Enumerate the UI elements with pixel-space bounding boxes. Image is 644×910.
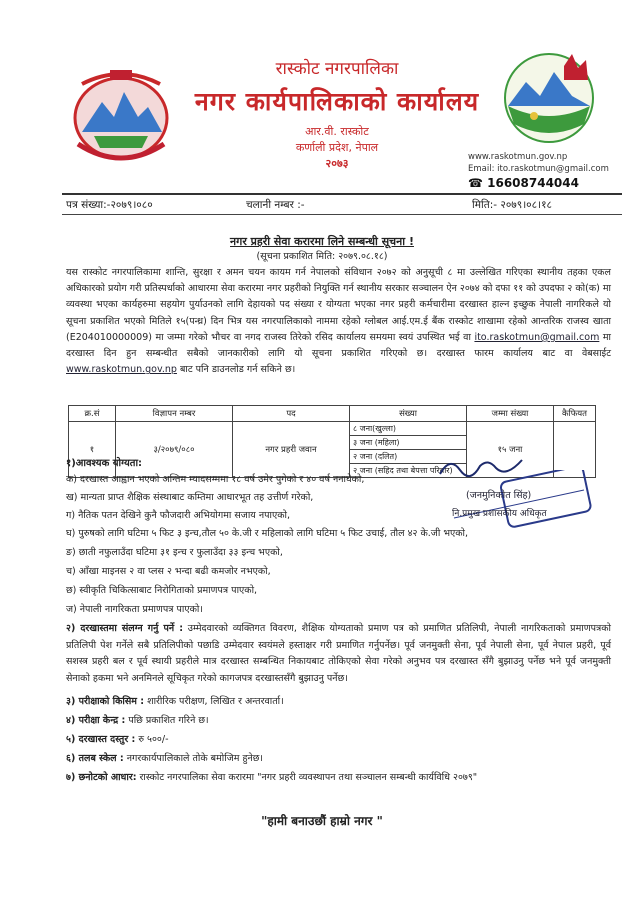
section-exam-type-label: ३) परीक्षाको किसिम : [66, 696, 145, 707]
signatory-name: (जनमुनिकोत सिंह) [466, 490, 532, 501]
section-exam-center-label: ४) परीक्षा केन्द्र : [66, 715, 126, 726]
section-salary-text: नगरकार्यपालिकाले तोके बमोजिम हुनेछ। [123, 753, 264, 764]
signatory-title: नि.प्रमुख प्रशासकीय अधिकृत [452, 509, 547, 519]
slogan: "हामी बनाउछौं हाम्रो नगर " [261, 814, 383, 828]
notice-body-part3: बाट पनि डाउनलोड गर्न सकिने छ। [176, 364, 296, 376]
municipality-name: रास्कोट नगरपालिका [275, 59, 399, 79]
table-header-row [69, 406, 596, 422]
col-header-post: पद [233, 406, 350, 422]
col-header-remarks: कैफियत [554, 406, 596, 422]
section-salary [66, 751, 611, 768]
qualification-item: ग) नैतिक पतन देखिने कुनै फौजदारी अभियोगमा सजाय नपाएको, [66, 510, 291, 521]
qualification-item: ङ) छाती नफुलाउँदा घटिमा ३१ इन्च र फुलाउँदा ३३ इन्च भएको, [66, 547, 283, 558]
email-text: Email: ito.raskotmun@gmail.com [468, 164, 609, 174]
reference-number: पत्र संख्या:-२०७९।०८० [66, 199, 153, 211]
date-text: मिति:- २०७९।०८।१८ [472, 199, 553, 211]
section-fee-text: रु ५००/- [135, 734, 169, 745]
section-selection-basis-label: ७) छनोटको आधार: [66, 772, 137, 783]
col-header-total: जम्मा संख्या [467, 406, 554, 422]
section-selection-basis [66, 770, 611, 787]
section-attachments [66, 621, 611, 687]
section-exam-type-text: शारीरिक परीक्षण, लिखित र अन्तरवार्ता। [144, 696, 284, 707]
section-salary-label: ६) तलब स्केल : [66, 753, 124, 764]
cell-count-dalit: २ जना (दलित) [350, 450, 467, 464]
section-attachments-text: उम्मेदवारको व्यक्तिगत विवरण, शैक्षिक योग्यताको प्रमाण पत्र को प्रमाणित प्रतिलिपी, नेपाली नागरिकताको प्रमाणपत्रको प्रतिलिपी पेश गर्नेले सबै प्रतिलिपीको पछाडि उम्मेदवार स्वयंमले हस्ताक्षर गरी प्रमाणित गर्नुपर्नेछ। पूर्व जनमुक्ती सेना, पूर्व नेपाली सेना, पूर्व नेपाल प्रहरी, पूर्व सशस्त्र प्रहरी बल र पूर्व स्थायी प्रहरीले मात्र दरखास्त सम्बन्धित निकायबाट तोकिएको सेवा गरेको अनुभव पत्र दरखास्त सँगै बुझाउनु पर्नेछ भने पूर्व जनमुक्ती सेनाको हकमा भने अनमिनले सूचिकृत गरेको कागजपत्र दरखास्तसँगै बुझाउनु पर्नेछ। [66, 623, 611, 684]
email-link[interactable]: ito.raskotmun@gmail.com [474, 331, 600, 343]
established-year: २०७३ [325, 157, 349, 170]
cell-count-open: ८ जना(खुल्ला) [350, 422, 467, 436]
notice-body-part1: यस रास्कोट नगरपालिकामा शान्ति, सुरक्षा र अमन चयन कायम गर्न नेपालको संविधान २०७२ को अनुसूची ८ मा उल्लेखित गरिएका स्थानीय तहका एकल अधिकारको प्रयोग गरी प्रतिस्पर्धाको आधारमा सेवा करारमा नगर प्रहरीको नियुक्ति गर्न स्थानीय सरकार सञ्चालन ऐन २०७४ को दफा ११ को उपदफा २ को(क) मा व्यवस्था भएका कार्यहरुमा सहयोग पुर्याउनको लागि देहायको पद संख्या र योग्यता भएका नगर प्रहरी कर्मचारीमा दरखास्त हाल्न इच्छुक नेपाली नागरिकले यो सूचना प्रकाशित भएको मितिले १५(पन्ध्र) दिन भित्र यस नगरपालिकाको नाममा रहेको ग्लोबल आई.एम.ई बैंक रास्कोट शाखामा रहेको आन्तरिक राजस्व खाता (E204010000009) मा जम्मा गरेको भौचर वा नगद राजस्व तिरेको रसिद कार्यालय समयमा स्वयं उपस्थित भई वा [66, 267, 612, 343]
qualifications-heading: १)आवश्यक योग्यता: [66, 458, 143, 469]
website-link[interactable]: www.raskotmun.gov.np [66, 364, 177, 376]
notice-title: नगर प्रहरी सेवा करारमा लिने सम्बन्धी सूचना ! [230, 235, 414, 248]
section-attachments-label: २) दरखास्तमा संलग्न गर्नु पर्ने : [66, 623, 184, 634]
phone-icon: ☎ [468, 176, 488, 190]
website-text: www.raskotmun.gov.np [468, 152, 568, 162]
section-exam-type [66, 694, 611, 711]
section-fee [66, 732, 611, 749]
section-fee-label: ५) दरखास्त दस्तुर : [66, 734, 136, 745]
notice-subtitle: (सूचना प्रकाशित मिति: २०७९.०८.१८) [256, 251, 388, 262]
section-exam-center-text: पछि प्रकाशित गरिने छ। [125, 715, 209, 726]
reference-divider [62, 214, 622, 215]
col-header-ad-number: विज्ञापन नम्बर [116, 406, 233, 422]
municipality-logo-icon [494, 46, 604, 146]
table-row [69, 422, 596, 436]
qualification-item: छ) स्वीकृति चिकित्साबाट निरोगिताको प्रमाणपत्र पाएको, [66, 585, 258, 596]
qualification-item: घ) पुरुषको लागि घटिमा ५ फिट ३ इन्च,तौल ५० के.जी र महिलाको लागि घटिमा ५ फिट उचाई, तौल ४२ के.जी भएको, [66, 528, 469, 539]
qualification-item: ज) नेपाली नागरिकता प्रमाणपत्र पाएको। [66, 604, 203, 615]
col-header-count: संख्या [350, 406, 467, 422]
section-exam-center [66, 713, 611, 730]
cell-ad-number: ३/२०७९/०८० [116, 422, 233, 478]
qualification-item: क) दरखास्त आह्वान भएको अन्तिम म्यादसम्ममा १८ वर्ष उमेर पुगेको र ४० वर्ष ननाघेको, [66, 474, 365, 485]
phone-text [468, 176, 628, 190]
qualification-item: ख) मान्यता प्राप्त शैक्षिक संस्थाबाट कम्तिमा आधारभूत तह उत्तीर्ण गरेको, [66, 492, 314, 503]
cell-post: नगर प्रहरी जवान [233, 422, 350, 478]
cell-count-women: ३ जना (महिला) [350, 436, 467, 450]
nepal-government-emblem-icon [62, 62, 180, 170]
qualification-item: च) आँखा माइनस २ वा प्लस २ भन्दा बढी कमजोर नभएको, [66, 566, 271, 577]
notice-body [66, 265, 611, 378]
office-name: नगर कार्यपालिकाको कार्यालय [194, 87, 480, 116]
phone-number: 16608744044 [487, 176, 579, 190]
header-divider [62, 193, 622, 195]
cell-total: १५ जना [467, 422, 554, 478]
cell-sn: १ [69, 422, 116, 478]
address-line-1: आर.वी. रास्कोट [305, 125, 369, 138]
section-selection-basis-text: रास्कोट नगरपालिका सेवा करारमा "नगर प्रहरी व्यवस्थापन तथा सञ्चालन सम्बन्धी कार्यविधि २०७९" [136, 772, 478, 783]
address-line-2: कर्णाली प्रदेश, नेपाल [295, 141, 379, 154]
col-header-sn: क्र.सं [69, 406, 116, 422]
dispatch-number: चलानी नम्बर :- [246, 199, 305, 211]
cell-count-martyr: २ जना (सहिद तथा बेपत्ता परिवार) [350, 464, 467, 478]
notice-body-part2: मा दरखास्त दिन हुन सम्बन्धीत सबैको जानकारीको लागि यो सूचना प्रकाशित गरिएको छ। दरखास्त फारम कार्यालय बाट वा वेबसाईट [66, 331, 611, 360]
